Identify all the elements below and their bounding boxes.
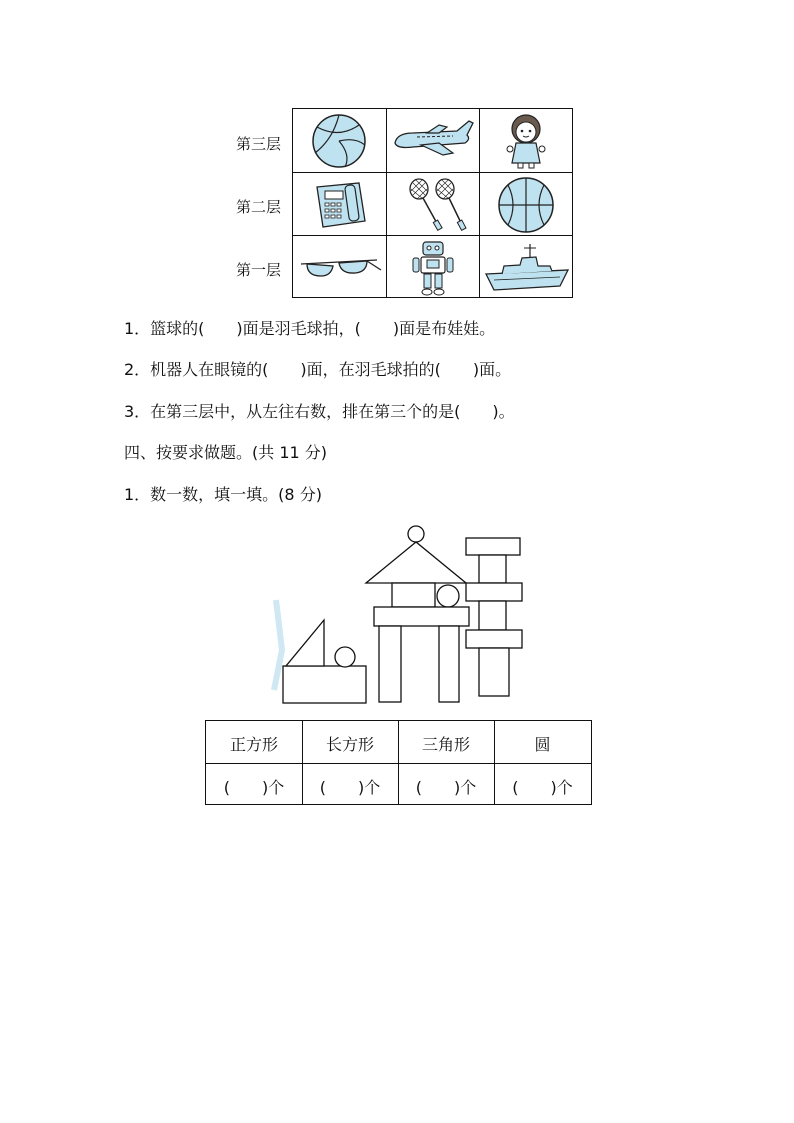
shelf-row-label-3: 第三层 bbox=[236, 135, 282, 153]
roof-triangle bbox=[366, 542, 466, 583]
shelf-row-label-2: 第二层 bbox=[236, 198, 282, 216]
right-top-rectangle bbox=[466, 538, 520, 555]
middle-circle bbox=[437, 585, 459, 607]
right-column-2 bbox=[479, 601, 506, 630]
header-circle: 圆 bbox=[534, 735, 551, 754]
header-square: 正方形 bbox=[229, 735, 278, 754]
left-circle bbox=[335, 647, 355, 667]
volleyball-icon bbox=[293, 109, 386, 172]
left-base-rectangle bbox=[283, 666, 366, 703]
ship-icon bbox=[480, 236, 573, 299]
shape-count-table bbox=[205, 720, 592, 805]
right-column-3 bbox=[479, 648, 509, 696]
basketball-icon bbox=[480, 173, 573, 236]
glasses-icon bbox=[293, 236, 386, 299]
section-4-question-1: 1．数一数，填一填。(8 分) bbox=[124, 485, 322, 504]
right-pillar bbox=[439, 626, 459, 702]
answer-circle[interactable]: ( )个 bbox=[512, 778, 573, 797]
telephone-icon bbox=[293, 173, 386, 236]
middle-square bbox=[392, 583, 435, 607]
shelf-row-label-1: 第一层 bbox=[236, 261, 282, 279]
answer-rectangle[interactable]: ( )个 bbox=[319, 778, 381, 797]
right-column-1 bbox=[479, 555, 506, 583]
blocks-figure bbox=[260, 520, 540, 710]
question-1: 1．篮球的( )面是羽毛球拍，( )面是布娃娃。 bbox=[124, 319, 496, 338]
right-mid-rectangle bbox=[466, 583, 522, 601]
header-rectangle: 长方形 bbox=[325, 735, 374, 754]
question-2: 2．机器人在眼镜的( )面，在羽毛球拍的( )面。 bbox=[124, 360, 512, 379]
crossbeam-rectangle bbox=[374, 607, 469, 626]
doll-icon bbox=[480, 109, 573, 172]
left-pillar bbox=[379, 626, 401, 702]
robot-icon bbox=[387, 236, 480, 299]
right-low-rectangle bbox=[466, 630, 522, 648]
section-4-heading: 四、按要求做题。(共 11 分) bbox=[124, 443, 328, 462]
top-circle bbox=[408, 526, 424, 542]
question-3: 3．在第三层中，从左往右数，排在第三个的是( )。 bbox=[124, 402, 515, 421]
answer-square[interactable]: ( )个 bbox=[223, 778, 285, 797]
left-triangle bbox=[286, 620, 324, 666]
header-triangle: 三角形 bbox=[421, 735, 470, 754]
airplane-icon bbox=[387, 109, 480, 172]
badminton-rackets-icon bbox=[387, 173, 480, 236]
shelf-grid bbox=[292, 108, 573, 298]
answer-triangle[interactable]: ( )个 bbox=[415, 778, 477, 797]
